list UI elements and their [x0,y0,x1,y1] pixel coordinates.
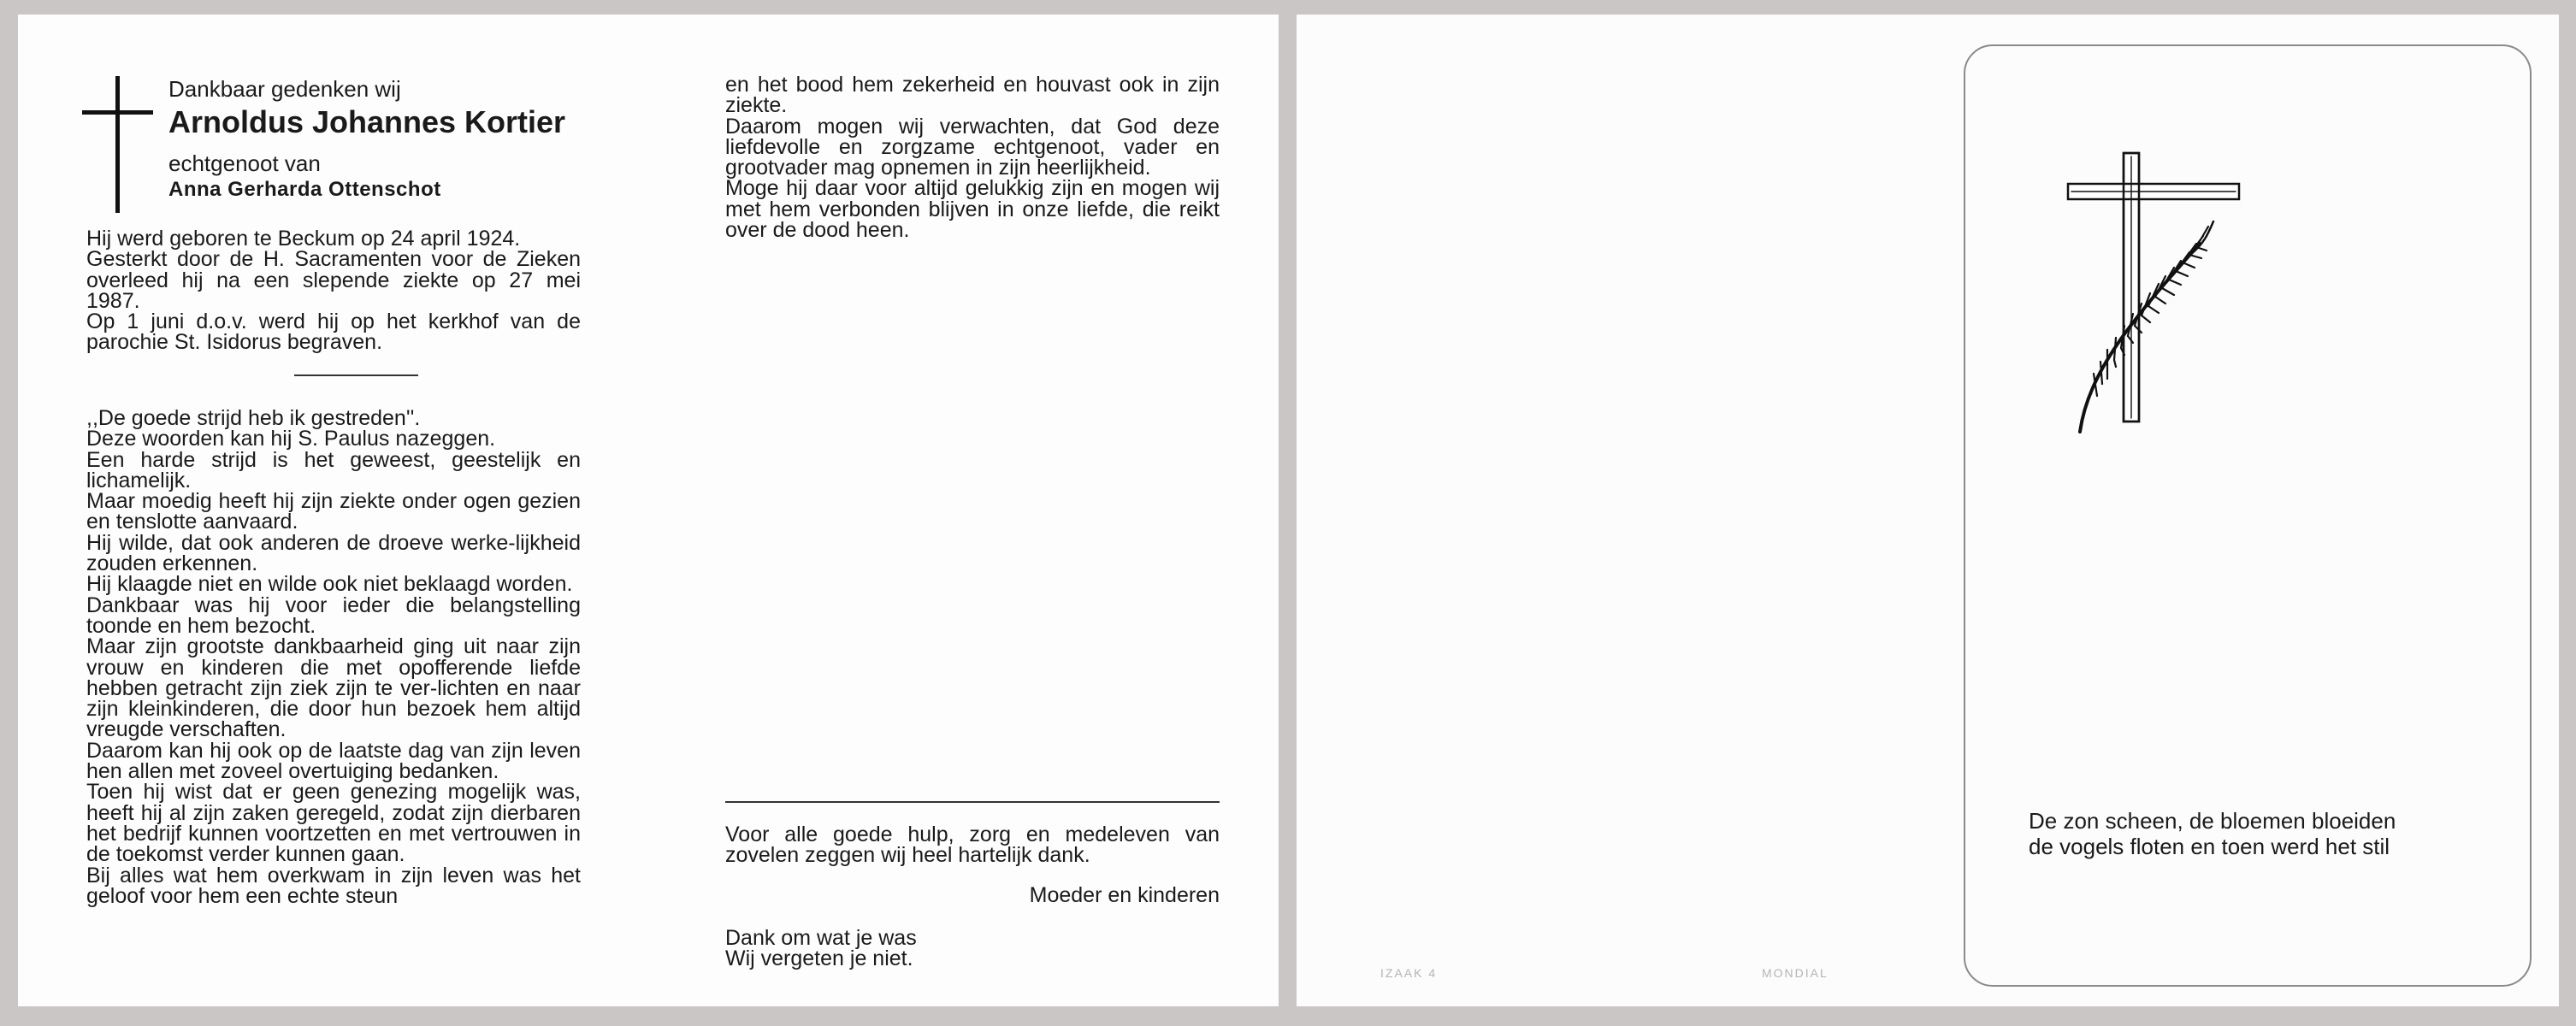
closing-text [725,928,1220,970]
cross-icon-bar [82,110,153,115]
divider [725,801,1220,803]
memory-paragraph: Hij klaagde niet en wilde ook niet beklaagd worden. [86,572,573,597]
verse-line: De zon scheen, de bloemen bloeiden [2029,808,2396,834]
memorial-card-inside [18,15,1279,1006]
memory-paragraph: Maar moedig heeft hij zijn ziekte onder ogen gezien en tenslotte aanvaard. [86,489,581,534]
biography [86,228,581,353]
memory-text-continued [725,73,1220,243]
memory-paragraph: Daarom mogen wij verwachten, dat God deze liefdevolle en zorgzame echtgenoot, vader en grootvader mag opnemen in zijn heerlijkheid. [725,114,1220,180]
biography-paragraph: Gesterkt door de H. Sacramenten voor de Zieken overleed hij na een slepende ziekte op 27 mei 1987. [86,247,581,313]
biography-paragraph: Hij werd geboren te Beckum op 24 april 1924. [86,227,521,251]
memory-text [86,408,581,906]
cross-icon [115,76,120,213]
memory-paragraph: Toen hij wist dat er geen genezing mogelijk was, heeft hij al zijn zaken geregeld, zodat zijn dierbaren het bedrijf kunnen voortzetten en met vertrouwen in de toekomst verder kunnen gaan. [86,780,581,867]
printer-mark: MONDIAL [1762,966,1829,980]
spouse-name: Anna Gerharda Ottenschot [168,178,441,201]
memory-paragraph: Hij wilde, dat ook anderen de droeve werke-lijkheid zouden erkennen. [86,530,581,576]
memory-paragraph: ,,De goede strijd heb ik gestreden''. [86,406,421,430]
closing-line: Dank om wat je was [725,926,917,950]
memory-paragraph: Bij alles wat hem overkwam in zijn leven was het geloof voor hem een echte steun [86,863,581,908]
thanks-signature: Moeder en kinderen [1029,883,1220,907]
memory-paragraph: Maar zijn grootste dankbaarheid ging uit naar zijn vrouw en kinderen die met opofferende liefde hebben getracht zijn ziek zijn te ver-lichten en naar zijn kleinkinderen, die door hun bezoek hem altijd vreugde verschaften. [86,634,581,742]
memory-paragraph: Moge hij daar voor altijd gelukkig zijn en mogen wij met hem verbonden blijven in onze liefde, die reikt over de dood heen. [725,176,1220,243]
memory-paragraph: Deze woorden kan hij S. Paulus nazeggen. [86,427,496,451]
verse-line: de vogels floten en toen werd het stil [2029,834,2390,859]
divider [294,374,418,376]
memory-paragraph: en het bood hem zekerheid en houvast ook in zijn ziekte. [725,73,1220,118]
cross-with-palm-branch-icon [2037,133,2242,440]
deceased-name: Arnoldus Johannes Kortier [168,104,566,139]
memory-paragraph: Een harde strijd is het geweest, geestelijk en lichamelijk. [86,447,581,492]
intro-text: Dankbaar gedenken wij [168,76,401,102]
closing-line: Wij vergeten je niet. [725,946,913,971]
spouse-prefix: echtgenoot van [168,150,321,176]
biography-paragraph: Op 1 juni d.o.v. werd hij op het kerkhof van de parochie St. Isidorus begraven. [86,310,581,355]
memorial-card-cover [1297,15,2559,1006]
verse [2029,808,2508,859]
memory-paragraph: Daarom kan hij ook op de laatste dag van zijn leven hen allen met zoveel overtuiging bedanken. [86,738,581,784]
thanks-text: Voor alle goede hulp, zorg en medeleven van zovelen zeggen wij heel hartelijk dank. [725,823,1220,868]
memory-paragraph: Dankbaar was hij voor ieder die belangstelling toonde en hem bezocht. [86,593,581,638]
printer-mark: IZAAK 4 [1380,966,1438,980]
